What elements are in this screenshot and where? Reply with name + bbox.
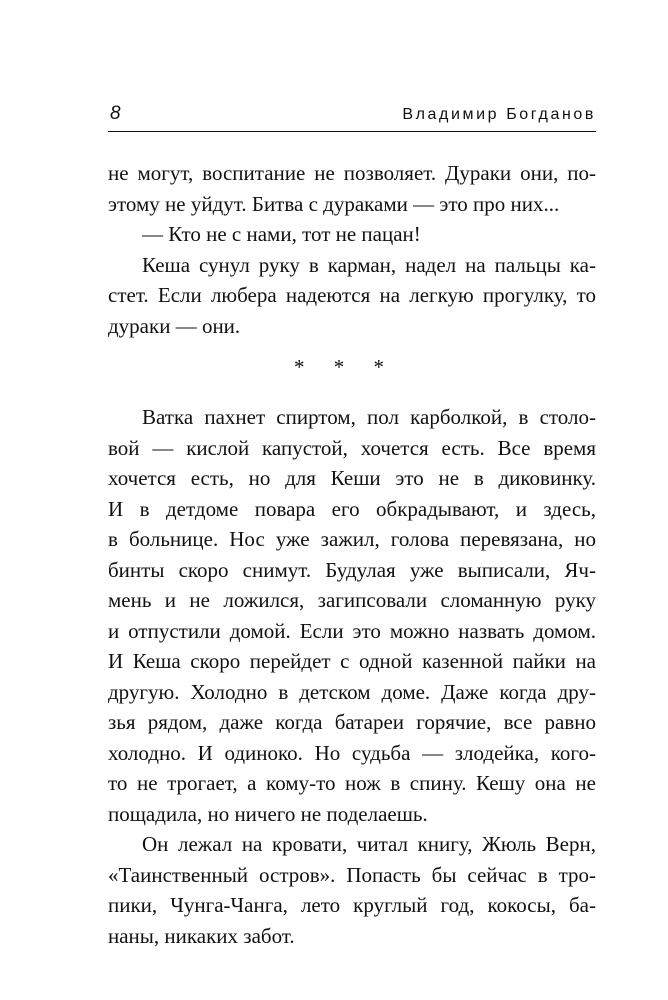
text-line: пики, Чунга-Чанга, лето круглый год, кокосы, ба- xyxy=(108,893,596,917)
text-line: этому не уйдут. Битва с дураками — это про них... xyxy=(108,191,560,216)
section-separator: * * * xyxy=(294,355,396,379)
text-line: дураки — они. xyxy=(108,313,241,338)
text-line: Он лежал на кровати, читал книгу, Жюль Верн, xyxy=(142,832,596,856)
text-line: И в детдоме повара его обкрадывают, и здесь, xyxy=(108,496,596,521)
text-line: холодно. И одиноко. Но судьба — злодейка, кого- xyxy=(108,740,596,765)
text-line: стет. Если люберa надеются на легкую прогулку, то xyxy=(108,283,596,307)
header-rule xyxy=(108,131,596,132)
dialogue-line: — Кто не с нами, тот не пацан! xyxy=(142,222,421,246)
text-line: Ватка пахнет спиртом, пол карболкой, в столо- xyxy=(142,405,596,429)
running-title: Владимир Богданов xyxy=(402,106,596,123)
text-line: в больнице. Нос уже зажил, голова перевязана, но xyxy=(108,527,596,551)
text-line: и отпустили домой. Если это можно назвать домом. xyxy=(108,618,596,643)
text-line: «Таинственный остров». Попасть бы сейчас в тро- xyxy=(108,862,596,887)
page-header xyxy=(108,102,596,130)
text-line: наны, никаких забот. xyxy=(108,923,295,948)
text-line: зья рядом, даже когда батареи горячие, все равно xyxy=(108,710,596,734)
text-line: бинты скоро снимут. Будулая уже выписали, Яч- xyxy=(108,557,596,582)
text-line: другую. Холодно в детском доме. Даже когда дру- xyxy=(108,679,596,704)
text-line: Кеша сунул руку в карман, надел на пальцы ка- xyxy=(142,252,596,277)
text-line: вой — кислой капустой, хочется есть. Все время xyxy=(108,435,596,460)
text-line: не могут, воспитание не позволяет. Дураки они, по- xyxy=(108,161,596,185)
text-line: И Кеша скоро перейдет с одной казенной пайки на xyxy=(108,649,596,673)
page-number: 8 xyxy=(110,103,121,124)
text-block-2 xyxy=(108,402,596,951)
text-line: пощадила, но ничего не поделаешь. xyxy=(108,801,428,826)
text-line: хочется есть, но для Кеши это не в диковинку. xyxy=(108,466,596,490)
text-line: то не трогает, а кому-то нож в спину. Кешу она не xyxy=(108,771,596,795)
text-line: мень и не ложился, загипсовали сломанную руку xyxy=(108,588,596,612)
text-block-1 xyxy=(108,158,596,341)
